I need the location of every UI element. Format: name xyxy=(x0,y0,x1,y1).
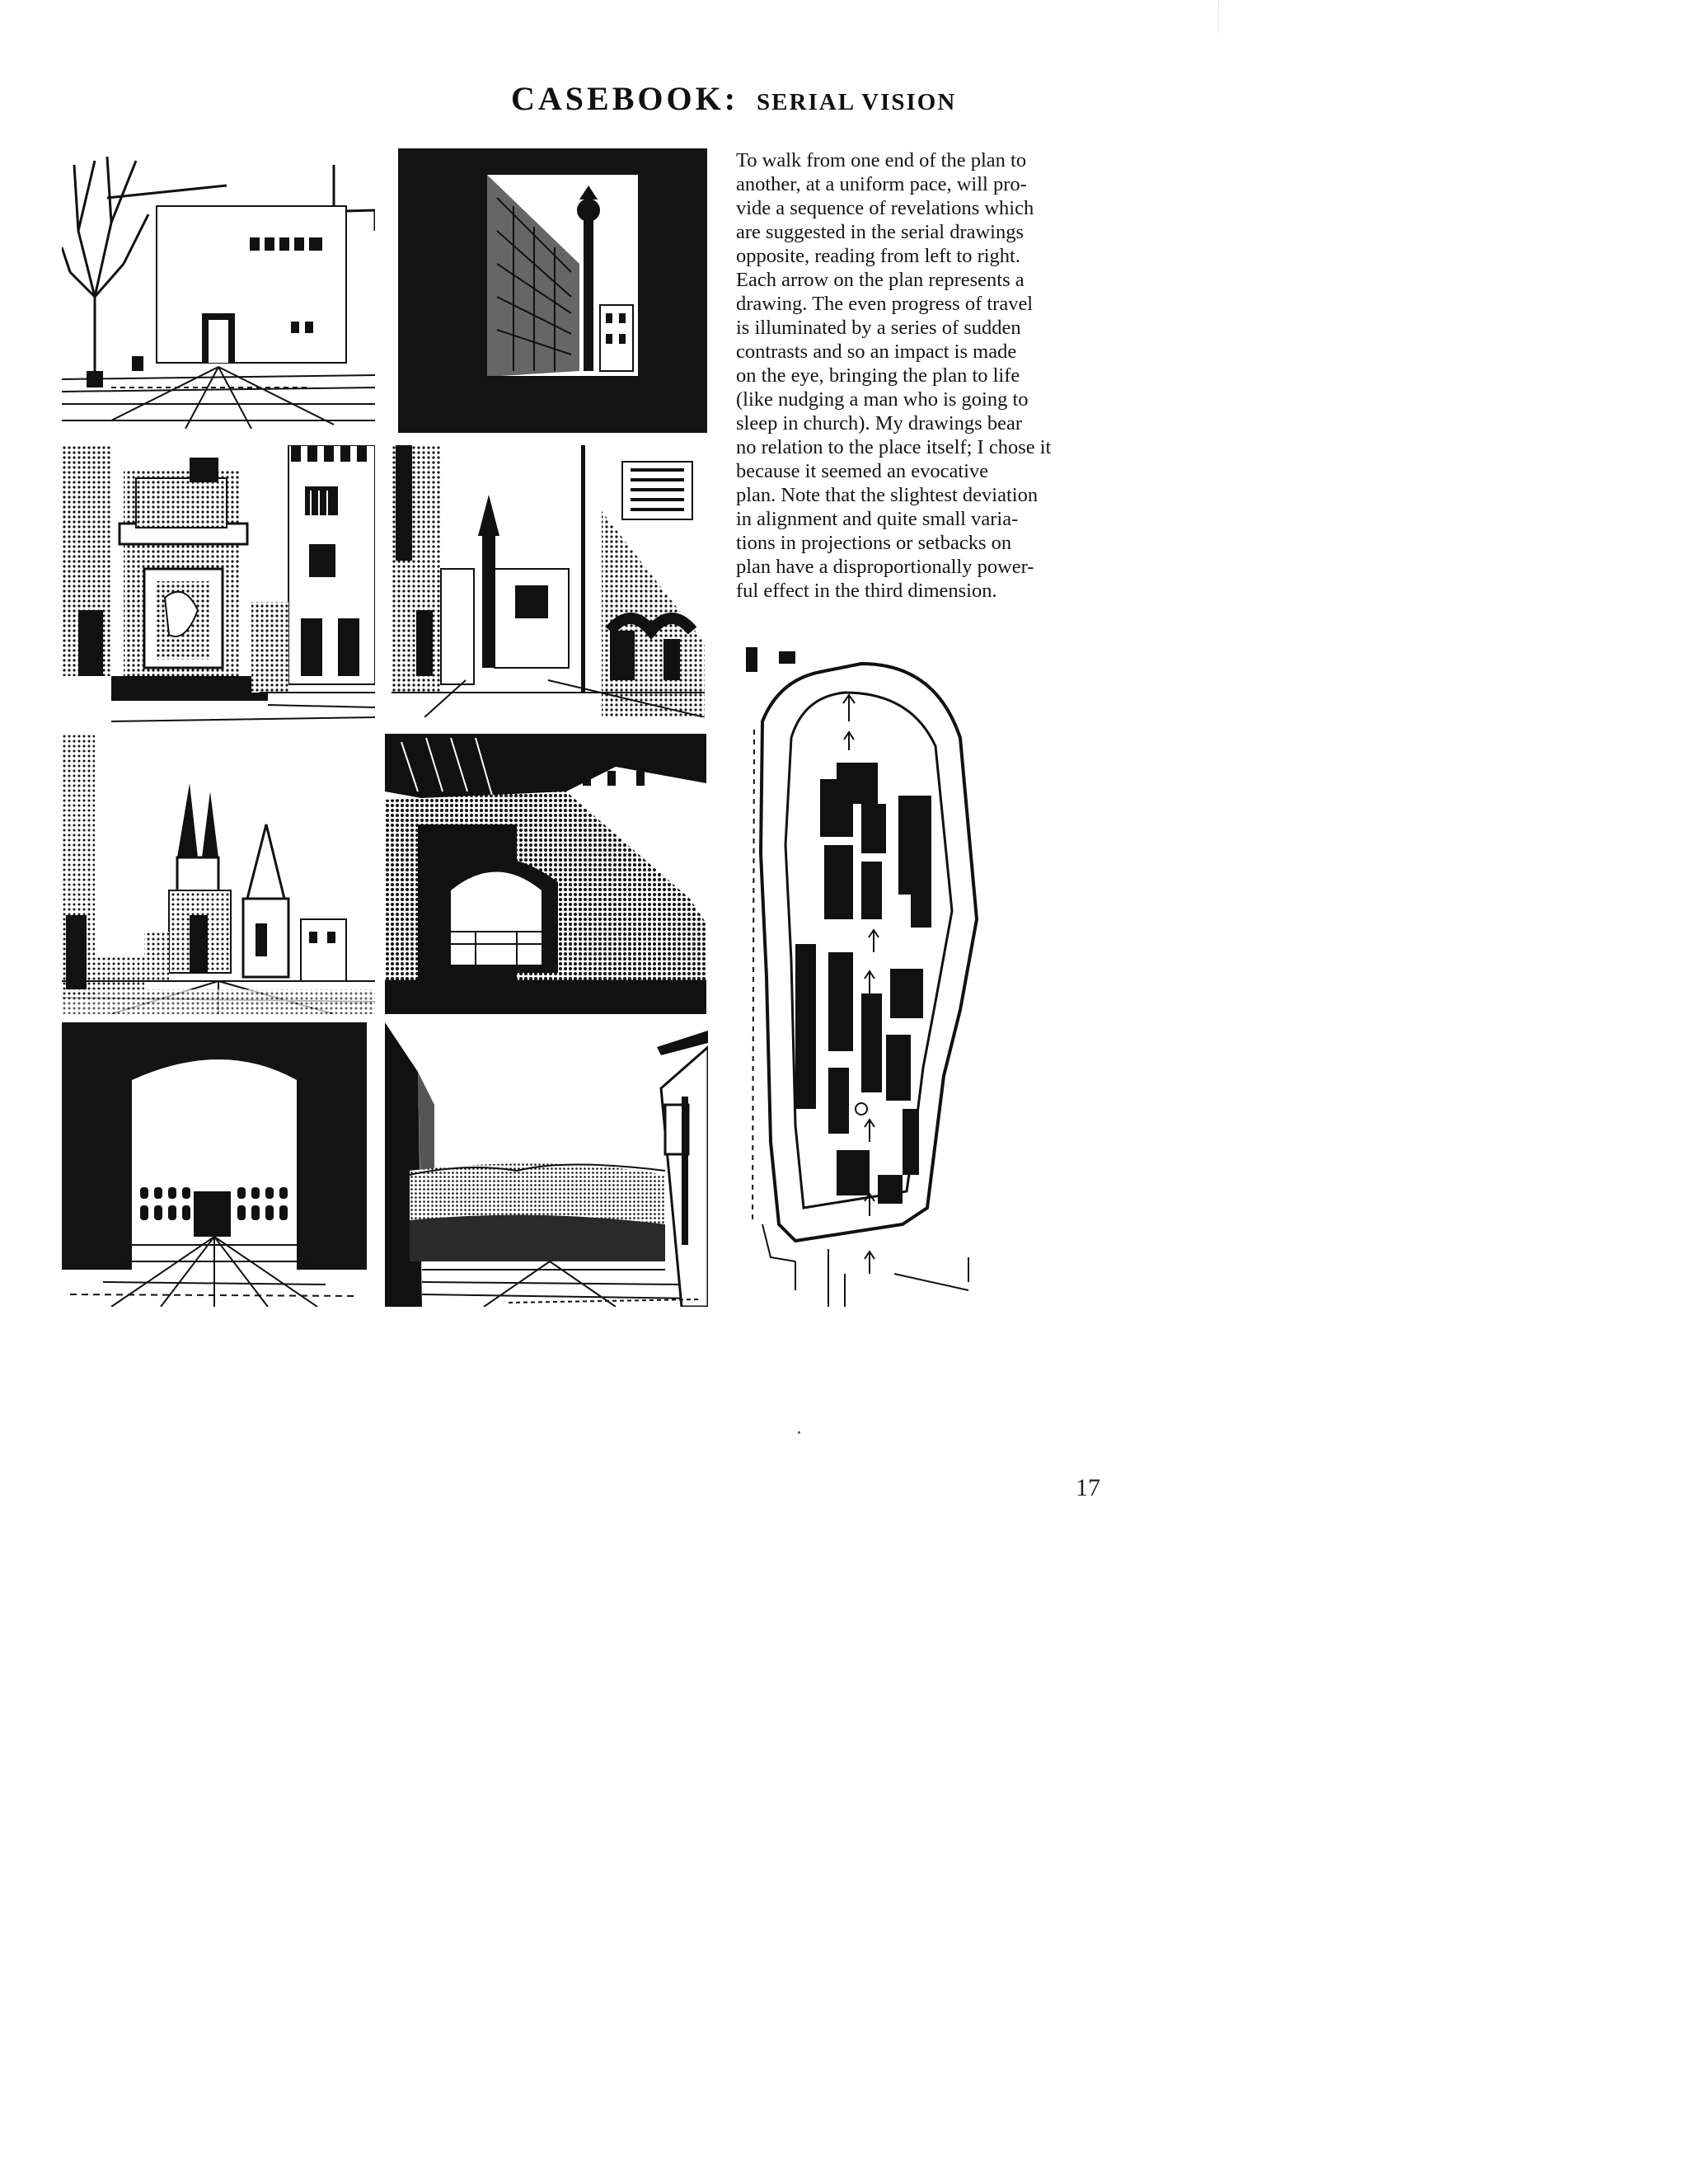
text-line: Each arrow on the plan represents a xyxy=(736,269,1025,291)
drawing-colonnade-svg xyxy=(62,1022,367,1307)
text-line: vide a sequence of revelations which xyxy=(736,197,1034,219)
drawing-monument-and-tower xyxy=(62,445,375,730)
drawing-tree-and-building xyxy=(62,148,375,429)
drawing-cathedral-svg xyxy=(62,734,375,1014)
text-line: sleep in church). My drawings bear xyxy=(736,412,1022,434)
text-line: is illuminated by a series of sudden xyxy=(736,317,1021,339)
drawing-mountain-vista xyxy=(385,1022,708,1307)
text-line: are suggested in the serial drawings xyxy=(736,221,1025,243)
heading-serial-vision: SERIAL VISION xyxy=(757,89,957,115)
text-line: plan have a disproportionally power- xyxy=(736,556,1034,578)
text-line: another, at a uniform pace, will pro- xyxy=(736,173,1027,195)
text-line: (like nudging a man who is going to xyxy=(736,388,1029,411)
drawing-church-spire-arcade xyxy=(392,445,705,717)
text-line: on the eye, bringing the plan to life xyxy=(736,364,1020,387)
text-line: tions in projections or setbacks on xyxy=(736,532,1012,554)
drawing-archway-svg xyxy=(385,734,706,1014)
drawing-dark-archway xyxy=(385,734,706,1014)
text-line: opposite, reading from left to right. xyxy=(736,245,1020,267)
drawing-church-svg xyxy=(392,445,705,717)
drawing-cathedral-square xyxy=(62,734,375,1014)
page-heading xyxy=(511,79,956,118)
site-plan xyxy=(746,647,985,1307)
text-line: contrasts and so an impact is made xyxy=(736,341,1017,363)
text-line: To walk from one end of the plan to xyxy=(736,149,1027,171)
drawing-arch-colonnade xyxy=(62,1022,367,1307)
drawing-tree-svg xyxy=(62,148,375,429)
article-paragraph xyxy=(736,148,1115,603)
text-line: in alignment and quite small varia- xyxy=(736,508,1019,530)
scan-artifact xyxy=(1218,0,1220,33)
drawing-vista-svg xyxy=(385,1022,708,1307)
text-line: because it seemed an evocative xyxy=(736,460,989,482)
drawing-column-dark-frame xyxy=(398,148,707,433)
text-line: no relation to the place itself; I chose it xyxy=(736,436,1052,458)
page-number: 17 xyxy=(1076,1474,1100,1501)
print-speck xyxy=(798,1431,800,1434)
site-plan-svg xyxy=(746,647,985,1307)
heading-casebook: CASEBOOK: xyxy=(511,80,739,117)
drawing-monument-svg xyxy=(62,445,375,730)
drawing-column-svg xyxy=(398,148,707,433)
text-line: plan. Note that the slightest deviation xyxy=(736,484,1039,506)
text-line: ful effect in the third dimension. xyxy=(736,580,997,602)
text-line: drawing. The even progress of travel xyxy=(736,293,1034,315)
